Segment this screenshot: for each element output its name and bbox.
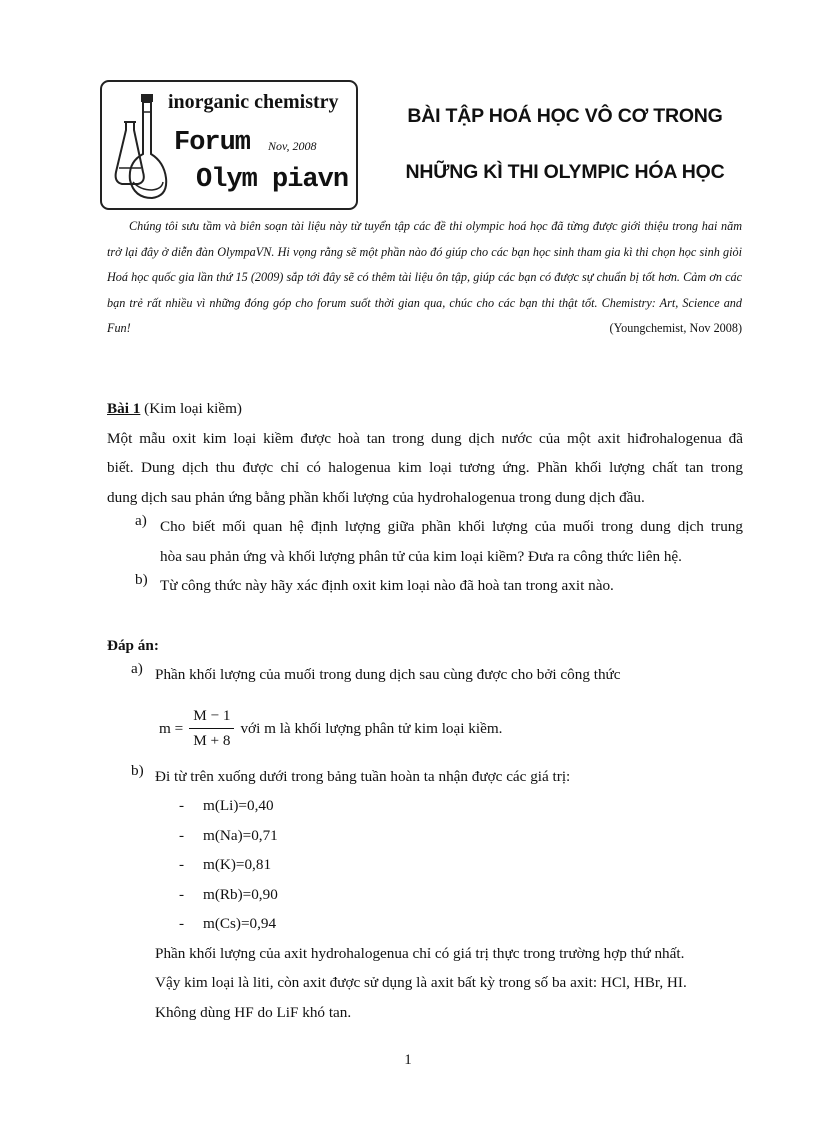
question-a-line: hòa sau phản ứng và khối lượng phân tử của kim loại kiềm? Đưa ra công thức liên hệ.: [160, 547, 682, 565]
problem-line: Một mẫu oxit kim loại kiềm được hoà tan trong dung dịch nước của một axit hiđrohalogenua đã: [107, 429, 743, 447]
answer-a: [107, 660, 743, 690]
value-text: m(Cs)=0,94: [203, 915, 277, 932]
answer-a-text: Phần khối lượng của muối trong dung dịch sau cùng được cho bởi công thức: [155, 666, 621, 683]
conclusion-line: Vậy kim loại là liti, còn axit được sử dụng là axit bất kỳ trong số ba axit: HCl, HBr, HI.: [155, 974, 687, 991]
logo-title: inorganic chemistry: [168, 91, 339, 113]
question-a-label: a): [135, 512, 147, 529]
value-text: m(Li)=0,40: [203, 797, 274, 814]
problem-line: biết. Dung dịch thu được chỉ có halogenua kim loại tương ứng. Phần khối lượng chất tan trong: [107, 459, 743, 476]
list-item: - m(K)=0,81: [179, 856, 272, 873]
document-title: [380, 88, 750, 200]
value-text: m(Na)=0,71: [203, 826, 278, 844]
question-a-line: Cho biết mối quan hệ định lượng giữa phần khối lượng của muối trong dung dịch trung: [160, 518, 743, 535]
page-number: 1: [404, 1052, 412, 1068]
logo-forum: Forum: [174, 128, 251, 158]
question-a: [107, 512, 743, 571]
logo-site-name: Olym piavn: [196, 165, 349, 195]
intro-paragraph: [107, 214, 742, 342]
list-item: - m(Li)=0,40: [179, 797, 274, 814]
problem-line: dung dịch sau phản ứng bằng phần khối lượng của hydrohalogenua trong dung dịch đầu.: [107, 488, 645, 506]
conclusion-line: Phần khối lượng của axit hydrohalogenua chỉ có giá trị thực trong trường hợp thứ nhất.: [155, 944, 685, 962]
conclusion: [155, 939, 743, 1028]
problem-topic: (Kim loại kiềm): [144, 400, 242, 417]
value-list: [179, 791, 743, 939]
answer-b: [107, 762, 743, 792]
forum-logo: [100, 80, 358, 210]
formula-denominator: M + 8: [193, 732, 231, 749]
answer-b-text: Đi từ trên xuống dưới trong bảng tuần hoàn ta nhận được các giá trị:: [155, 767, 571, 785]
answer-a-label: a): [131, 660, 143, 677]
value-text: m(Rb)=0,90: [203, 885, 278, 903]
value-text: m(K)=0,81: [203, 856, 272, 873]
formula-note: với m là khối lượng phân tử kim loại kiềm.: [240, 719, 503, 737]
logo-date: Nov, 2008: [268, 139, 317, 153]
list-item: - m(Cs)=0,94: [179, 915, 277, 932]
conclusion-line: Không dùng HF do LiF khó tan.: [155, 1003, 352, 1021]
document-body: [107, 394, 743, 1027]
intro-signature: (Youngchemist, Nov 2008): [609, 321, 742, 335]
title-line-1: BÀI TẬP HOÁ HỌC VÔ CƠ TRONG: [407, 105, 723, 127]
list-item: - m(Na)=0,71: [179, 826, 278, 844]
title-line-2: NHỮNG KÌ THI OLYMPIC HÓA HỌC: [405, 161, 725, 183]
formula-numerator: M − 1: [189, 707, 234, 729]
question-b-label: b): [135, 571, 148, 588]
question-b-line: Từ công thức này hãy xác định oxit kim loại nào đã hoà tan trong axit nào.: [160, 577, 614, 594]
intro-text: Chúng tôi sưu tầm và biên soạn tài liệu này từ tuyển tập các đề thi olympic hoá học đã từng được giới thiệu trong hai năm trở lại đây ở diễn đàn OlympaVN. Hi vọng rằng sẽ một phần nào đó giúp cho các bạn học sinh tham gia kì thi chọn học sinh giỏi Hoá học quốc gia lần thứ 15 (2009) sắp tới đây sẽ có thêm tài liệu ôn tập, giúp các bạn có được sự chuẩn bị tốt hơn. Cảm ơn các bạn trẻ rất nhiều vì những đóng góp cho forum suốt thời gian qua, chúc cho các bạn thi thật tốt. Chemistry: Art, Science and Fun!: [107, 219, 742, 335]
problem-heading: [107, 394, 743, 424]
question-b: [107, 571, 743, 601]
answer-b-label: b): [131, 761, 144, 779]
formula-lhs: m =: [159, 719, 184, 737]
flask-icon: [110, 92, 172, 204]
formula-fraction: [189, 707, 234, 750]
list-item: - m(Rb)=0,90: [179, 885, 278, 903]
formula-block: [159, 698, 743, 760]
problem-label: Bài 1: [107, 400, 141, 417]
answer-heading: Đáp án:: [107, 636, 159, 654]
